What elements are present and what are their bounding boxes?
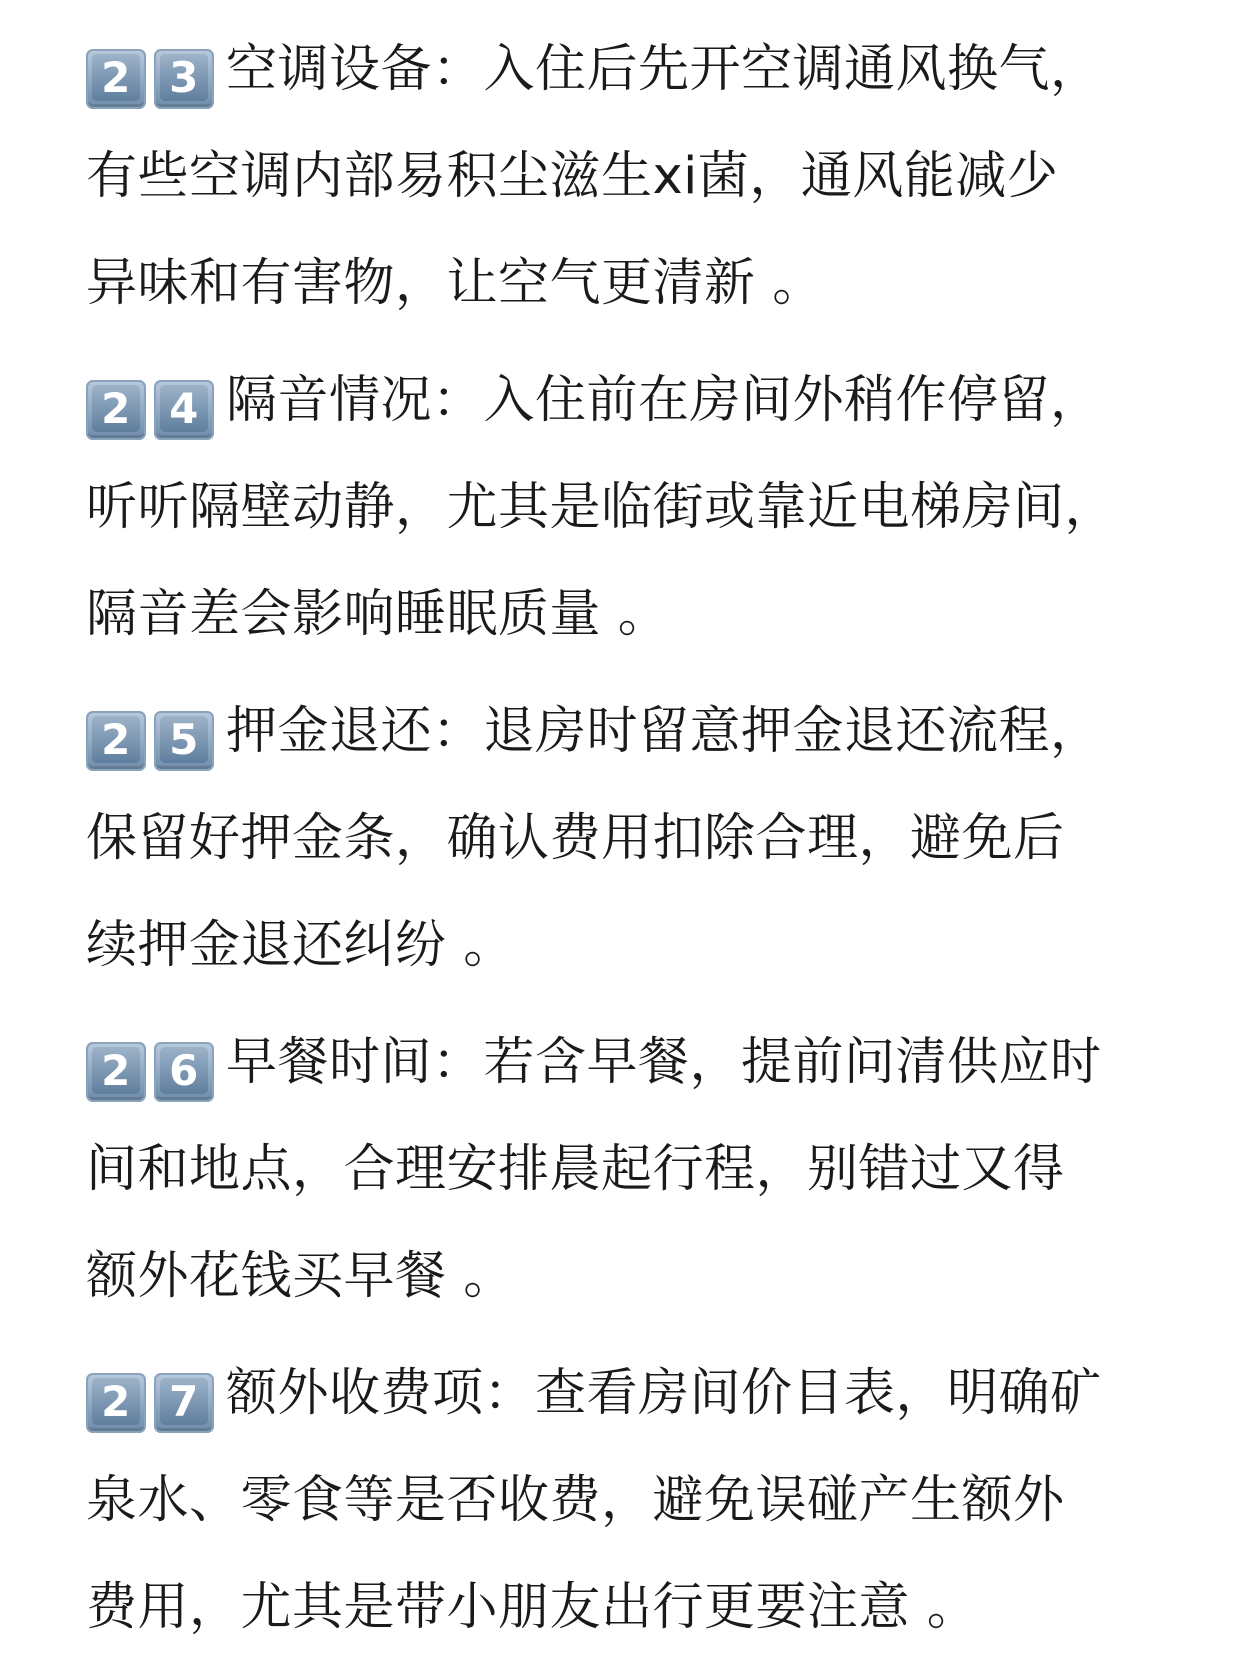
keycap-digit-icon: 5	[154, 711, 214, 771]
tip-text: 续押金退还纠纷 。	[86, 916, 515, 975]
article	[86, 16, 1186, 1671]
keycap-digit-icon: 6	[154, 1042, 214, 1102]
tip-line	[86, 347, 1186, 454]
tip-text: 额外收费项：查看房间价目表，明确矿	[226, 1364, 1102, 1423]
tip-text: 额外花钱买早餐 。	[86, 1247, 515, 1306]
tip-line	[86, 1340, 1186, 1447]
keycap-digit-icon: 2	[86, 1373, 146, 1433]
number-emoji-keycaps	[86, 1340, 222, 1447]
tip-text: 有些空调内部易积尘滋生xi菌，通风能减少	[86, 147, 1059, 206]
tip-text: 隔音情况：入住前在房间外稍作停留，	[226, 371, 1102, 430]
tip-text: 听听隔壁动静，尤其是临街或靠近电梯房间，	[86, 478, 1117, 537]
tip-text: 空调设备：入住后先开空调通风换气，	[226, 40, 1102, 99]
tip-item	[86, 1340, 1186, 1661]
tip-text: 间和地点，合理安排晨起行程，别错过又得	[86, 1140, 1065, 1199]
keycap-digit-icon: 2	[86, 1042, 146, 1102]
number-emoji-keycaps	[86, 347, 222, 454]
tip-line	[86, 1009, 1186, 1116]
tip-text: 隔音差会影响睡眠质量 。	[86, 585, 670, 644]
keycap-digit-icon: 2	[86, 49, 146, 109]
tip-text: 费用，尤其是带小朋友出行更要注意 。	[86, 1578, 979, 1637]
number-emoji-keycaps	[86, 1009, 222, 1116]
keycap-digit-icon: 2	[86, 711, 146, 771]
tip-item	[86, 678, 1186, 999]
tip-line	[86, 678, 1186, 785]
tip-item	[86, 16, 1186, 337]
keycap-digit-icon: 7	[154, 1373, 214, 1433]
tip-text: 泉水、零食等是否收费，避免误碰产生额外	[86, 1471, 1065, 1530]
tip-item	[86, 1009, 1186, 1330]
number-emoji-keycaps	[86, 16, 222, 123]
tip-text: 保留好押金条，确认费用扣除合理，避免后	[86, 809, 1065, 868]
tip-text: 异味和有害物，让空气更清新 。	[86, 254, 824, 313]
tip-text: 早餐时间：若含早餐，提前问清供应时	[226, 1033, 1102, 1092]
number-emoji-keycaps	[86, 678, 222, 785]
tip-item	[86, 347, 1186, 668]
keycap-digit-icon: 4	[154, 380, 214, 440]
keycap-digit-icon: 3	[154, 49, 214, 109]
tip-text: 押金退还：退房时留意押金退还流程，	[226, 702, 1102, 761]
keycap-digit-icon: 2	[86, 380, 146, 440]
tip-line	[86, 16, 1186, 123]
